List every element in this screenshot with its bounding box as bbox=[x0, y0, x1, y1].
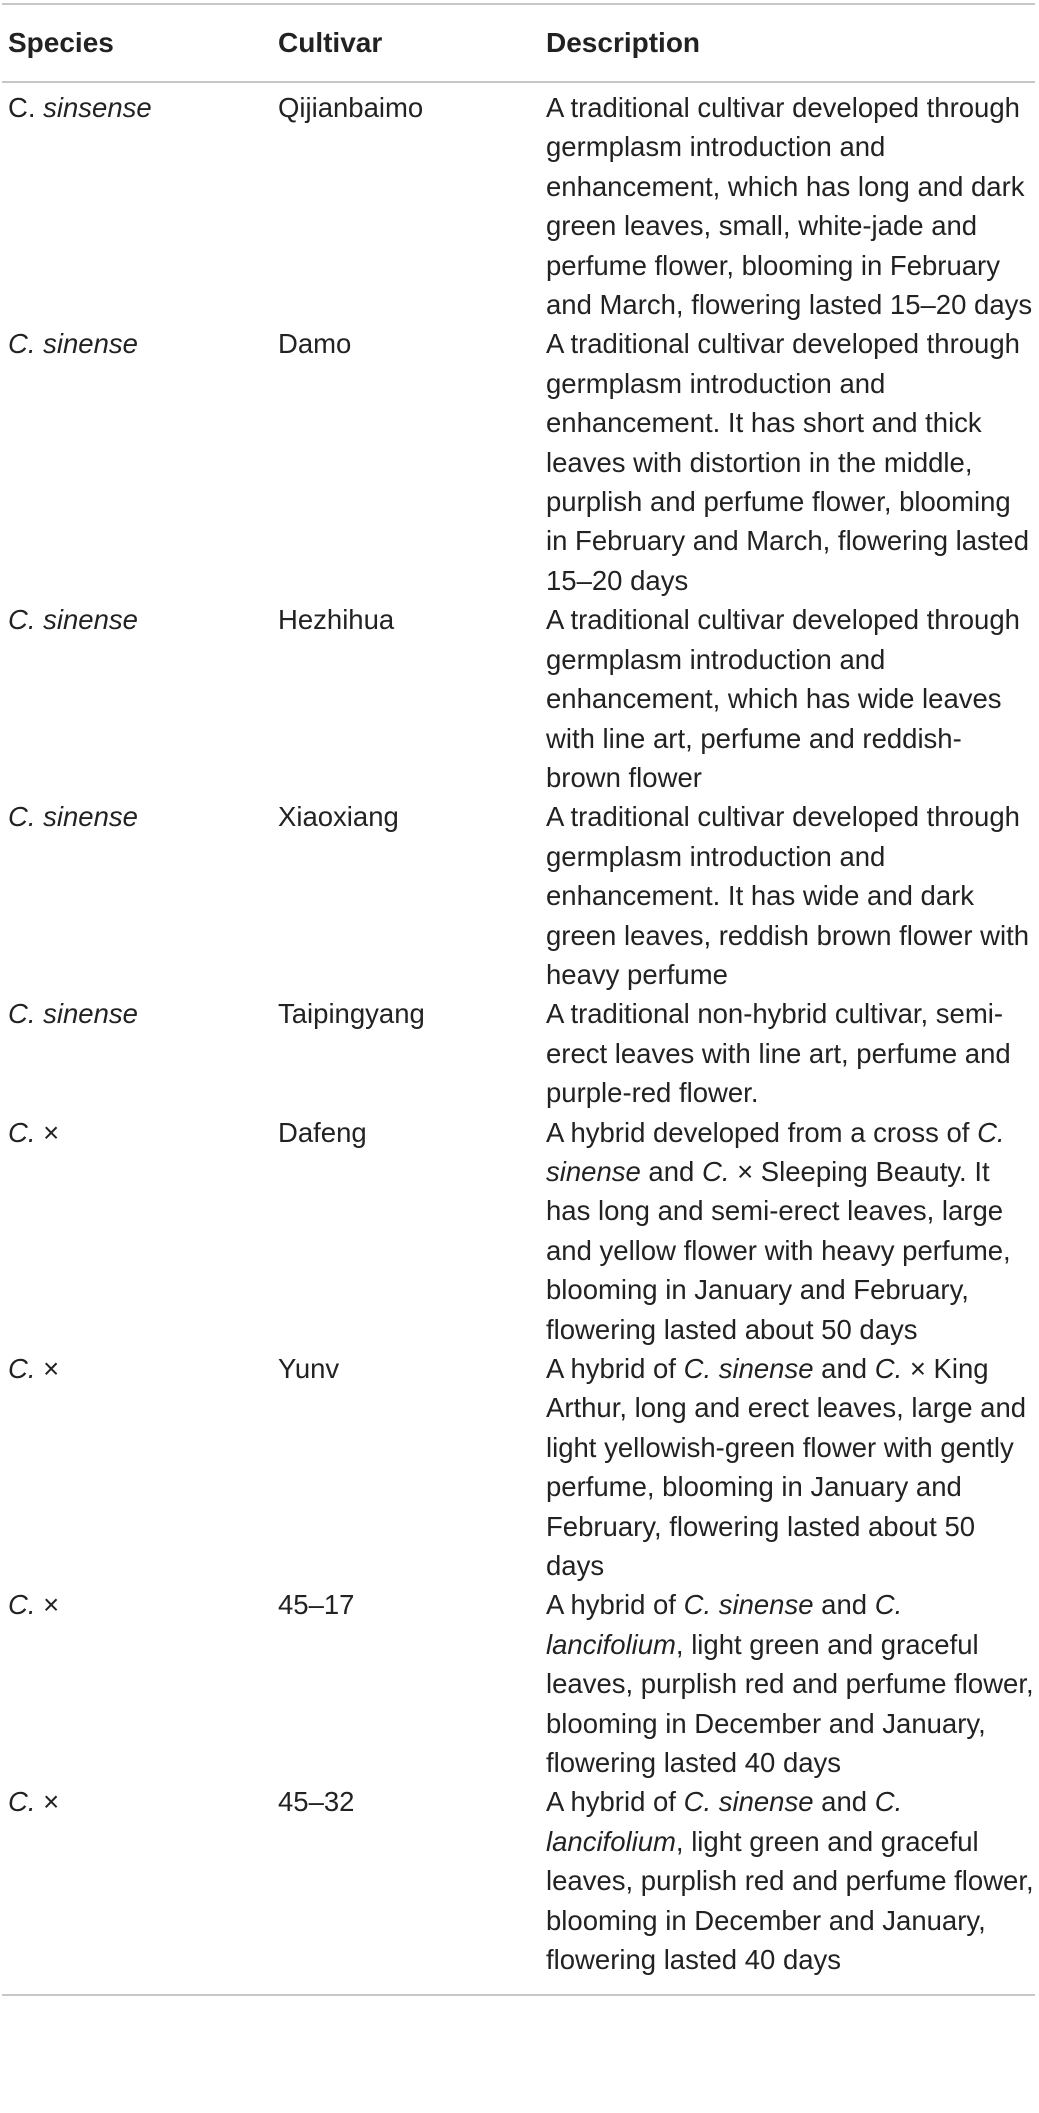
species-cell bbox=[2, 1585, 272, 1782]
table-row bbox=[2, 1349, 1035, 1585]
species-suffix: × bbox=[35, 1786, 60, 1818]
table-row bbox=[2, 324, 1035, 600]
species-italic: C. sinense bbox=[8, 998, 138, 1030]
table-row bbox=[2, 1782, 1035, 1994]
table-row bbox=[2, 82, 1035, 324]
cultivar-cell: Hezhihua bbox=[278, 604, 395, 636]
description-cell bbox=[542, 1782, 1035, 1994]
header-description: Description bbox=[542, 4, 1035, 82]
table-row bbox=[2, 1585, 1035, 1782]
desc-italic: C. bbox=[701, 1155, 730, 1187]
species-italic: C. sinense bbox=[8, 328, 138, 360]
cultivar-table bbox=[2, 3, 1035, 1996]
cultivar-cell: Damo bbox=[278, 328, 352, 360]
description-cell: A traditional cultivar developed through germplasm introduction and enhancement, which has wide leaves with line art, perfume and reddish-brown flower bbox=[546, 604, 1020, 793]
desc-text: A hybrid of bbox=[546, 1786, 684, 1818]
species-cell bbox=[2, 82, 272, 324]
cultivar-cell: Xiaoxiang bbox=[278, 801, 399, 833]
cultivar-cell: 45–32 bbox=[272, 1782, 542, 1994]
description-cell: A traditional cultivar developed through germplasm introduction and enhancement. It has short and thick leaves with distortion in the middle, purplish and perfume flower, blooming in February and March, flowering lasted 15–20 days bbox=[546, 328, 1030, 596]
desc-text: and bbox=[813, 1353, 875, 1384]
species-italic: C. sinense bbox=[8, 604, 138, 636]
desc-text: × Sleeping Beauty. It has long and semi-erect leaves, large and yellow flower with heavy perfume, blooming in January and February, flowering lasted about 50 days bbox=[546, 1155, 1011, 1345]
description-cell: A traditional cultivar developed through germplasm introduction and enhancement. It has wide and dark green leaves, reddish brown flower with heavy perfume bbox=[546, 801, 1030, 990]
desc-italic: C. sinense bbox=[683, 1353, 814, 1384]
description-cell bbox=[542, 1349, 1035, 1585]
desc-text: , light green and graceful leaves, purplish red and perfume flower, blooming in December and January, flowering lasted 40 days bbox=[546, 1628, 1034, 1779]
desc-text: and bbox=[813, 1589, 875, 1621]
species-cell bbox=[2, 797, 272, 994]
species-cell bbox=[2, 994, 272, 1112]
desc-italic: C. sinense bbox=[683, 1786, 814, 1818]
table-row bbox=[2, 1113, 1035, 1349]
description-cell: A traditional non-hybrid cultivar, semi-erect leaves with line art, perfume and purple-red flower. bbox=[546, 998, 1011, 1109]
species-italic: C. sinense bbox=[8, 801, 138, 833]
species-italic: C. bbox=[8, 1116, 36, 1148]
desc-text: A hybrid of bbox=[546, 1589, 684, 1621]
desc-text: and bbox=[813, 1786, 875, 1818]
desc-italic: C. lancifolium bbox=[546, 1786, 903, 1857]
header-cultivar: Cultivar bbox=[272, 4, 542, 82]
desc-italic: C. lancifolium bbox=[546, 1589, 903, 1660]
species-suffix: × bbox=[35, 1116, 60, 1148]
species-cell bbox=[2, 600, 272, 797]
species-italic: C. bbox=[8, 1786, 36, 1818]
desc-text: × King Arthur, long and erect leaves, large and light yellowish-green flower with gently perfume, blooming in January and February, flowering lasted about 50 days bbox=[546, 1353, 1027, 1582]
table-header-row bbox=[2, 4, 1035, 82]
desc-text: A hybrid of bbox=[546, 1353, 684, 1384]
description-cell: A traditional cultivar developed through germplasm introduction and enhancement, which has long and dark green leaves, small, white-jade and perfume flower, blooming in February and March, flowering lasted 15–20 days bbox=[546, 92, 1033, 321]
species-suffix: × bbox=[35, 1353, 60, 1384]
species-suffix: × bbox=[35, 1589, 60, 1621]
species-cell bbox=[2, 324, 272, 600]
table-row bbox=[2, 797, 1035, 994]
species-cell bbox=[2, 1349, 272, 1585]
desc-italic: C. bbox=[874, 1353, 903, 1384]
species-cell bbox=[2, 1113, 272, 1349]
cultivar-cell: Yunv bbox=[278, 1353, 340, 1384]
cultivar-cell: Dafeng bbox=[278, 1116, 367, 1148]
header-species: Species bbox=[2, 4, 272, 82]
species-prefix: C. bbox=[8, 92, 44, 123]
cultivar-cell: Qijianbaimo bbox=[278, 92, 424, 123]
cultivar-cell: Taipingyang bbox=[278, 998, 425, 1030]
desc-italic: C. sinense bbox=[546, 1116, 1005, 1187]
species-cell bbox=[2, 1782, 272, 1994]
desc-text: , light green and graceful leaves, purplish red and perfume flower, blooming in December and January, flowering lasted 40 days bbox=[546, 1825, 1034, 1976]
cultivar-cell: 45–17 bbox=[278, 1589, 355, 1621]
species-italic: C. bbox=[8, 1353, 36, 1384]
table-row bbox=[2, 600, 1035, 797]
species-italic: sinsense bbox=[43, 92, 152, 123]
cultivar-table-container bbox=[2, 3, 1035, 1996]
description-cell bbox=[542, 1113, 1035, 1349]
table-row bbox=[2, 994, 1035, 1112]
description-cell bbox=[542, 1585, 1035, 1782]
desc-italic: C. sinense bbox=[683, 1589, 814, 1621]
desc-text: and bbox=[640, 1155, 702, 1187]
species-italic: C. bbox=[8, 1589, 36, 1621]
desc-text: A hybrid developed from a cross of bbox=[546, 1116, 978, 1148]
